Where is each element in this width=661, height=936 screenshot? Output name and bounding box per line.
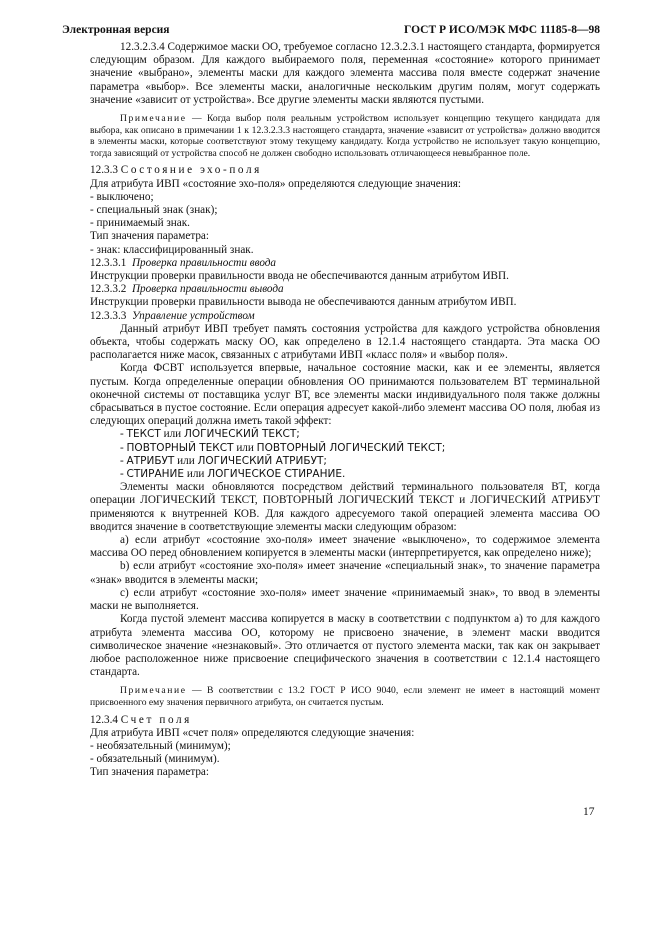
paragraph-initial-state: Когда ФСВТ используется впервые, начальное состояние маски, как и ее элементы, является пустым. Когда определенные операции обновления ОО принимаются пользователем ВТ терминальной оконечной системы от поставщика услуг ВТ, все элементы маски индивидуального поля также должны сбрасываться в пустое состояние. Если операция адресует какой-либо элемент массива ОО поля, любая из следующих операций должна иметь такой эффект: [90, 362, 600, 428]
operation-item: - СТИРАНИЕ или ЛОГИЧЕСКОЕ СТИРАНИЕ. [120, 468, 346, 481]
page-number: 17 [583, 806, 595, 818]
section-12-3-3-2-text: Инструкции проверки правильности вывода не обеспечиваются данным атрибутом ИВП. [90, 296, 517, 309]
item-b: b) если атрибут «состояние эхо-поля» имеет значение «специальный знак», то значение параметра «знак» вводится в элементы маски; [90, 560, 600, 586]
section-12-3-3-2-number: 12.3.3.2 [90, 283, 127, 296]
section-12-3-3-intro: Для атрибута ИВП «состояние эхо-поля» определяются следующие значения: [90, 177, 461, 190]
section-12-3-3-3-number: 12.3.3.3 [90, 309, 127, 322]
operation-b: ПОВТОРНЫЙ ЛОГИЧЕСКИЙ ТЕКСТ; [256, 441, 446, 454]
section-12-3-4-param: Тип значения параметра: [90, 766, 210, 779]
section-12-3-3-1-title: Проверка правильности ввода [131, 256, 277, 269]
section-12-3-3-2-title: Проверка правильности вывода [131, 283, 284, 296]
operation-a: СТИРАНИЕ [126, 468, 185, 481]
note-2-text: — В соответствии с 13.2 ГОСТ Р ИСО 9040, если элемент не имеет в настоящий момент присвоенного ему значения первичного атрибута, он считается пустым. [90, 685, 600, 708]
operation-item: - ТЕКСТ или ЛОГИЧЕСКИЙ ТЕКСТ; [120, 428, 300, 441]
section-12-3-3-1-heading [90, 257, 600, 270]
operation-item: - АТРИБУТ или ЛОГИЧЕСКИЙ АТРИБУТ; [120, 454, 327, 467]
operation-a: ПОВТОРНЫЙ ТЕКСТ [126, 441, 234, 454]
section-12-3-4-intro: Для атрибута ИВП «счет поля» определяются следующие значения: [90, 726, 415, 739]
list-item: - выключено; [90, 190, 154, 203]
paragraph-device-memory: Данный атрибут ИВП требует память состояния устройства для каждого устройства обновления объекта, чтобы содержать маску ОО, как определено в 12.1.4 настоящего стандарта. Эта маска ОО располагается ниже масок, связанных с атрибутами ИВП «класс поля» и «выбор поля». [90, 322, 600, 362]
note-1-label: Примечание [120, 113, 187, 125]
section-12-3-3-1-number: 12.3.3.1 [90, 256, 127, 269]
section-12-3-3-3-heading [90, 310, 600, 323]
section-12-3-3-2-heading [90, 283, 600, 296]
section-12-3-3-number: 12.3.3 [90, 164, 118, 177]
operation-b: ЛОГИЧЕСКИЙ АТРИБУТ; [197, 454, 327, 467]
list-item: - принимаемый знак. [90, 217, 190, 230]
operation-or: или [233, 441, 257, 454]
item-a: а) если атрибут «состояние эхо-поля» имеет значение «выключено», то содержимое элемента массива ОО перед обновлением копируется в элементы маски (интерпретируется, как определено ниже); [90, 534, 600, 560]
operation-b: ЛОГИЧЕСКОЕ СТИРАНИЕ. [207, 468, 346, 481]
operation-a: ТЕКСТ [126, 428, 161, 441]
operation-item: - ПОВТОРНЫЙ ТЕКСТ или ПОВТОРНЫЙ ЛОГИЧЕСКИЙ ТЕКСТ; [120, 441, 446, 454]
operation-or: или [174, 454, 198, 467]
header-right: ГОСТ Р ИСО/МЭК МФС 11185-8—98 [404, 24, 600, 36]
page-body [90, 41, 600, 780]
operation-or: или [160, 428, 184, 441]
list-item: - специальный знак (знак); [90, 204, 218, 216]
paragraph-mask-update: Элементы маски обновляются посредством действий терминального пользователя ВТ, когда операции ЛОГИЧЕСКИЙ ТЕКСТ, ПОВТОРНЫЙ ЛОГИЧЕСКИЙ ТЕКСТ и ЛОГИЧЕСКИЙ АТРИБУТ применяются к внутренней КОВ. Для каждого адресуемого такой операцией элемента массива ОО вводится значение в соответствующие элементы маски следующим образом: [90, 481, 600, 533]
section-12-3-4-number: 12.3.4 [90, 713, 118, 726]
section-12-3-3-1-text: Инструкции проверки правильности ввода не обеспечиваются данным атрибутом ИВП. [90, 270, 509, 283]
section-12-3-4-heading [90, 714, 600, 727]
section-12-3-3-heading [90, 164, 600, 177]
paragraph-empty-element: Когда пустой элемент массива копируется в маску в соответствии с подпунктом а) то для каждого атрибута элемента массива ОО, которому не присвоено значение, в элемент маски вводится символическое значение «незнаковый». Это отличается от пустого элемента маски, так как он закрывает любое расположенное ниже присвоение специфического значения в соответствии с 12.1.4 настоящего стандарта. [90, 613, 600, 679]
list-item: - необязательный (минимум); [90, 739, 231, 752]
section-12-3-4-title: Счет поля [120, 713, 192, 726]
operation-or: или [184, 468, 208, 481]
note-2 [90, 685, 600, 708]
header-left: Электронная версия [62, 24, 170, 36]
section-12-3-3-param-value: - знак: классифицированный знак. [90, 243, 254, 256]
section-12-3-3-param: Тип значения параметра: [90, 230, 210, 243]
section-12-3-3-title: Состояние эхо-поля [120, 164, 262, 177]
operation-b: ЛОГИЧЕСКИЙ ТЕКСТ; [183, 428, 300, 441]
note-2-label: Примечание [120, 685, 187, 697]
note-1 [90, 113, 600, 159]
section-12-3-3-3-title: Управление устройством [131, 309, 255, 322]
list-item: - обязательный (минимум). [90, 753, 220, 766]
paragraph-mask-contents: 12.3.2.3.4 Содержимое маски ОО, требуемое согласно 12.3.2.3.1 настоящего стандарта, формируется следующим образом. Для каждого выбираемого поля, переменная «состояние» которого принимает значение «выбрано», элементы маски для каждого элемента массива поля вместе содержат значение параметра «выбор». Все элементы маски, аналогичные нескольким другим полям, могут содержать значение «зависит от устройства». Все другие элементы маски являются пустыми. [90, 41, 601, 106]
item-c: c) если атрибут «состояние эхо-поля» имеет значение «принимаемый знак», то ввод в элементы маски не выполняется. [90, 586, 600, 613]
note-1-text: — Когда выбор поля реальным устройством использует концепцию текущего кандидата для выбора, как описано в примечании 1 к 12.3.2.3.3 настоящего стандарта, значение «зависит от устройства» должно вводится в элементы маски, которые соответствуют этому текущему кандидату. Когда устройство не использует такую концепцию, тогда зависящий от устройства способ не должен свободно использовать отличающееся невыбранное поле. [90, 113, 600, 159]
operation-a: АТРИБУТ [126, 454, 175, 467]
